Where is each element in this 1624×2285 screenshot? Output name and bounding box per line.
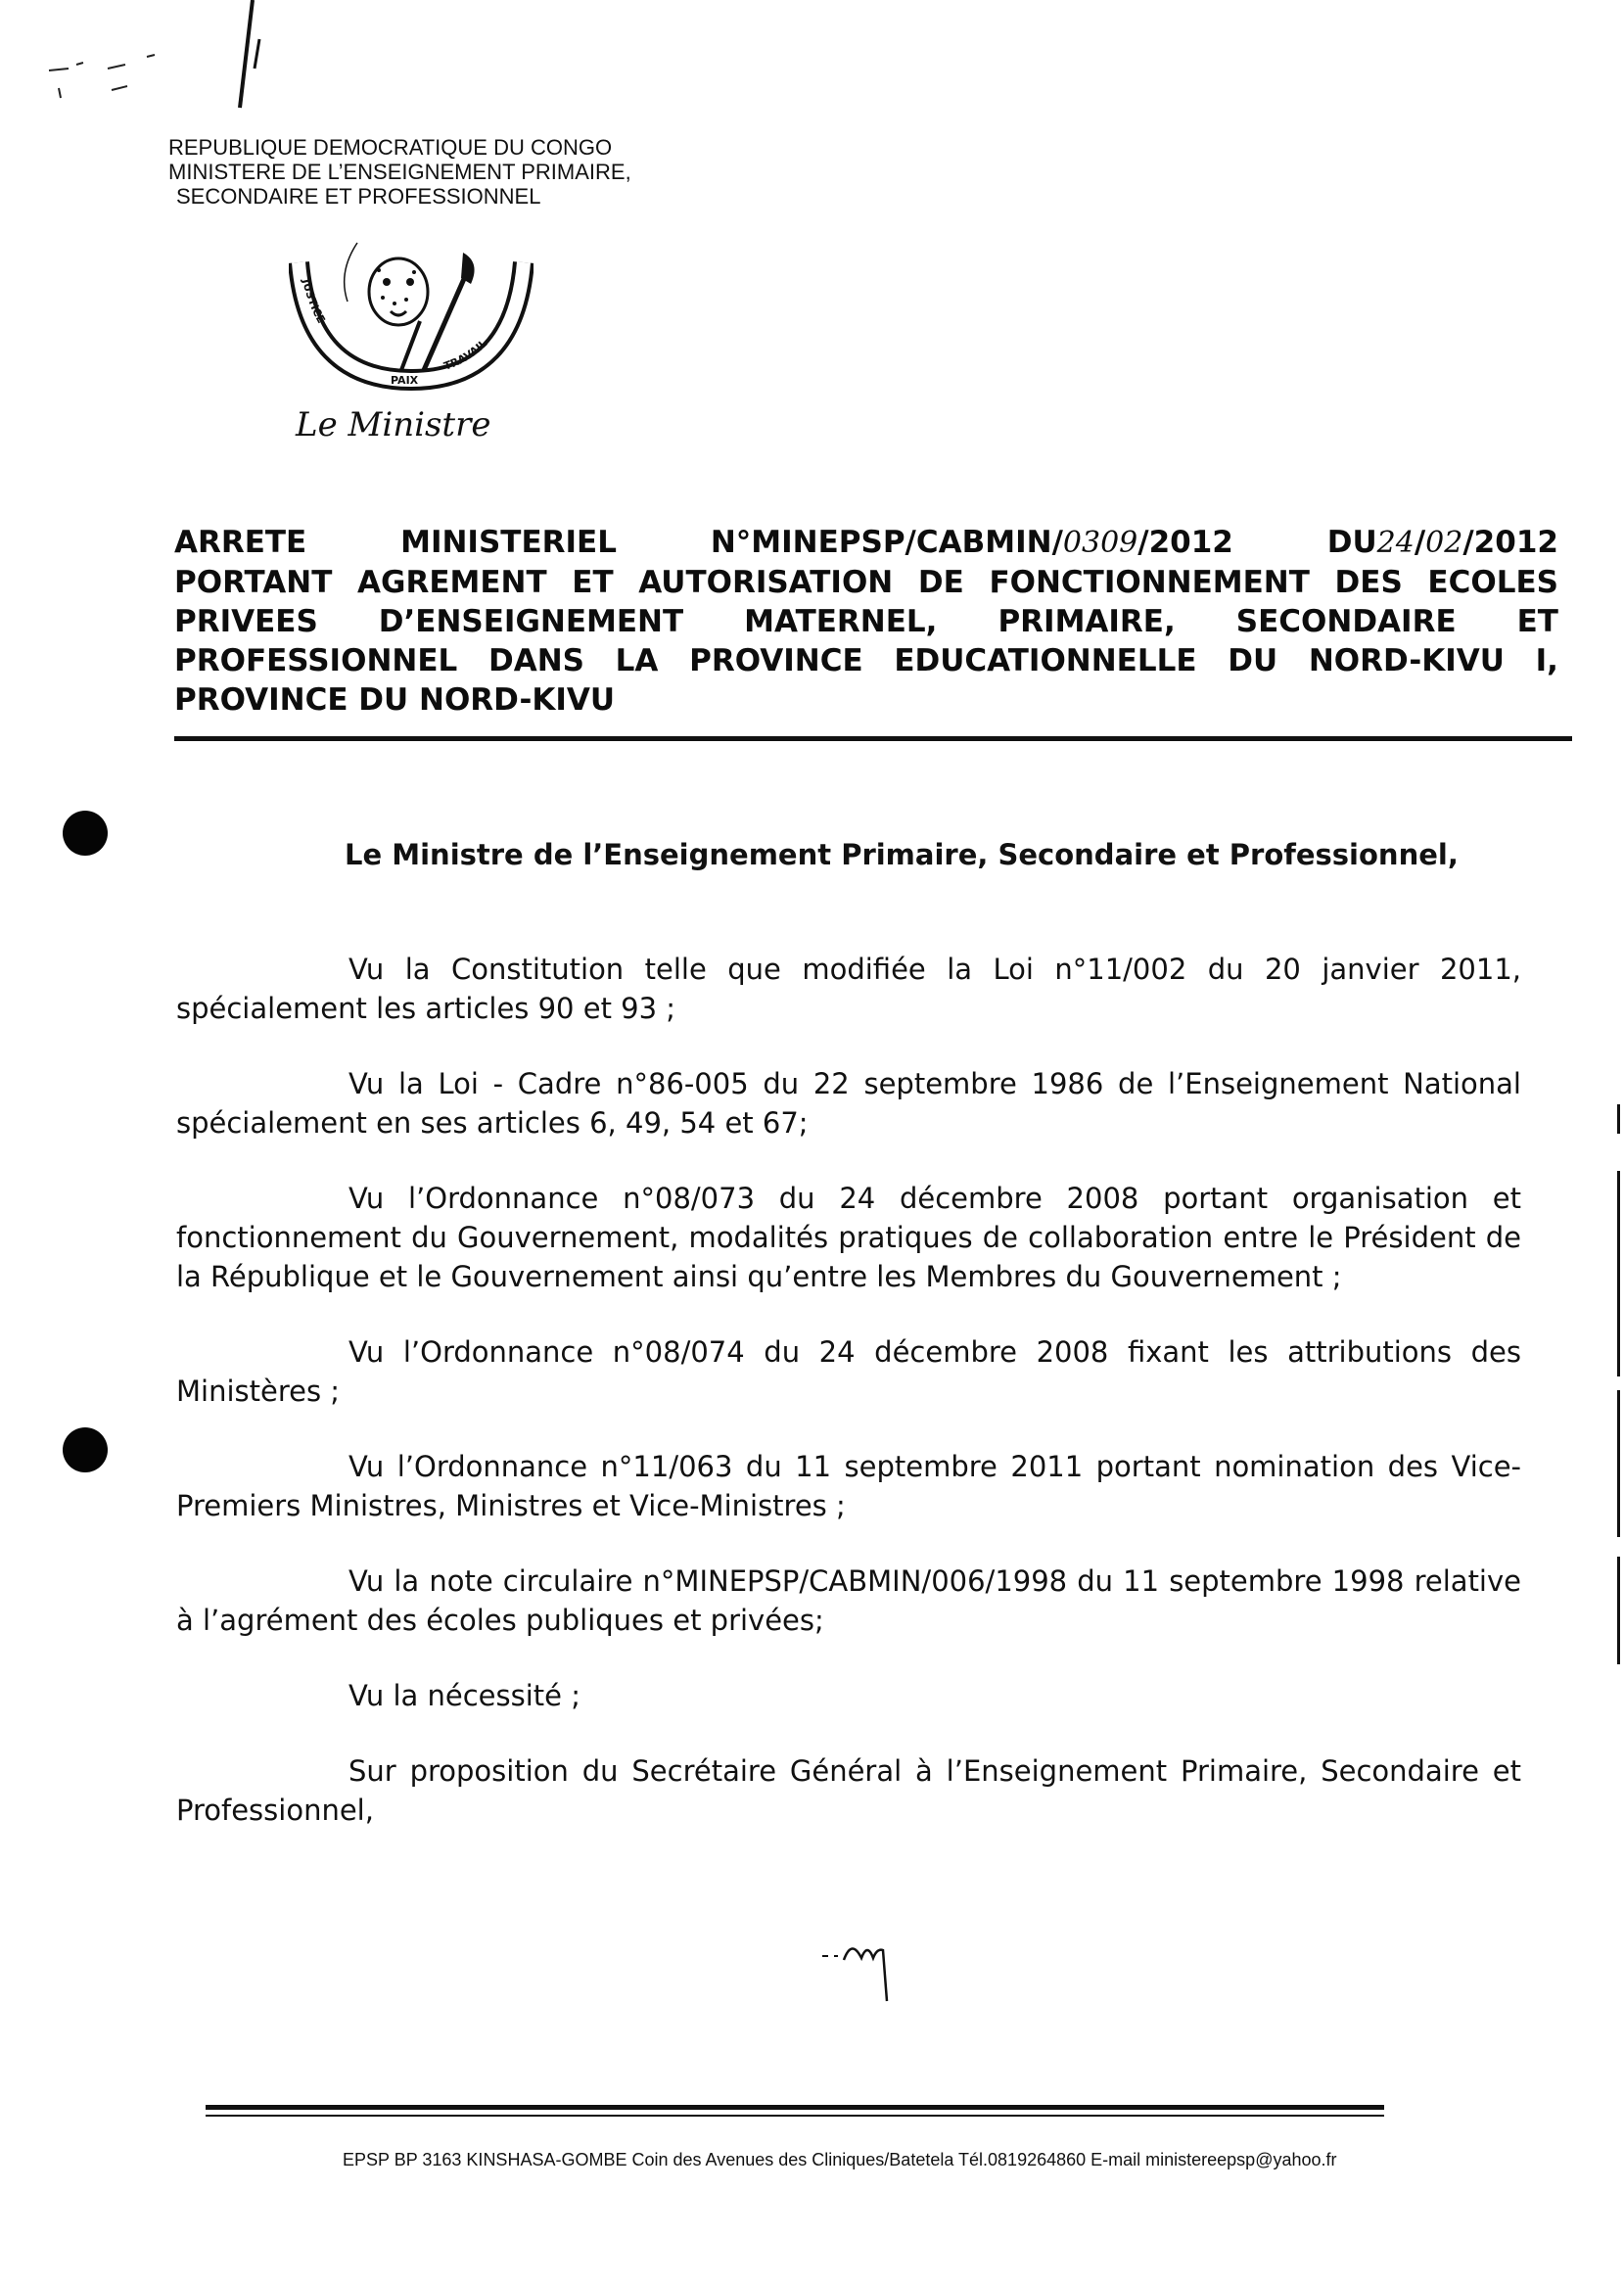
title-word: DE (917, 565, 964, 600)
reference-suffix: /2012 (1137, 525, 1233, 560)
title-word: DU (1228, 643, 1278, 678)
reference-number-handwritten: 0309 (1062, 526, 1138, 560)
title-word: NORD-KIVU (1308, 643, 1505, 678)
title-word: PRIVEES (174, 604, 318, 639)
signatory-title: Le Ministre (296, 405, 491, 444)
preamble-paragraph: Vu l’Ordonnance n°08/073 du 24 décembre 2008 portant organisation et fonctionnement du Gouvernement, modalités pratiques de collaboration entre le Président de la République et le Gouvernement ainsi qu’entre les Membres du Gouvernement ; (176, 1182, 1521, 1293)
title-word: DES (1334, 565, 1403, 600)
preamble-paragraph: Sur proposition du Secrétaire Général à l’Enseignement Primaire, Secondaire et Professionnel, (176, 1754, 1521, 1827)
coat-of-arms-emblem (289, 233, 534, 399)
scan-edge-mark (1617, 1104, 1620, 1134)
footer-divider-thin (206, 2115, 1384, 2117)
title-word: PROVINCE (689, 643, 863, 678)
title-word: I, (1535, 643, 1558, 678)
title-word: PROFESSIONNEL (174, 643, 458, 678)
ministry-contact-footer: EPSP BP 3163 KINSHASA-GOMBE Coin des Avenues des Cliniques/Batetela Tél.0819264860 E-mail ministereepsp@yahoo.fr (343, 2150, 1337, 2169)
title-divider (174, 736, 1572, 741)
decree-preamble (176, 950, 1521, 1866)
title-row-5: PROVINCE DU NORD-KIVU (174, 682, 616, 718)
title-word: PORTANT (174, 565, 333, 600)
title-word: MINISTERIEL (400, 525, 617, 560)
title-row-1 (174, 523, 1558, 563)
date-prefix: DU (1326, 525, 1377, 560)
footer-divider (206, 2105, 1384, 2110)
punch-hole (63, 1427, 108, 1472)
reference-prefix: N°MINEPSP/CABMIN/ (710, 525, 1063, 560)
preamble-paragraph: Vu la note circulaire n°MINEPSP/CABMIN/006/1998 du 11 septembre 1998 relative à l’agrément des écoles publiques et privées; (176, 1564, 1521, 1637)
title-word: ECOLES (1427, 565, 1558, 600)
title-row-4 (174, 641, 1558, 680)
title-word: ARRETE (174, 525, 307, 560)
title-row-3 (174, 602, 1558, 641)
title-word: AGREMENT (357, 565, 547, 600)
scan-edge-mark (1617, 1171, 1620, 1376)
date-month-handwritten: 02 (1425, 526, 1463, 560)
scan-marks (39, 0, 313, 137)
date-separator: / (1414, 525, 1426, 560)
title-word: ET (572, 565, 614, 600)
scan-edge-mark (1617, 1557, 1620, 1664)
ministry-name: MINISTERE DE L’ENSEIGNEMENT PRIMAIRE, (168, 160, 631, 184)
punch-hole (63, 811, 108, 856)
title-word: LA (615, 643, 659, 678)
preamble-paragraph: Vu la Loi - Cadre n°86-005 du 22 septembre 1986 de l’Enseignement National spécialement en ses articles 6, 49, 54 et 67; (176, 1067, 1521, 1140)
preamble-paragraph: Vu l’Ordonnance n°08/074 du 24 décembre 2008 fixant les attributions des Ministères ; (176, 1335, 1521, 1408)
title-word: AUTORISATION (638, 565, 894, 600)
ministry-name-continued: SECONDAIRE ET PROFESSIONNEL (176, 184, 541, 209)
preamble-paragraph: Vu la Constitution telle que modifiée la Loi n°11/002 du 20 janvier 2011, spécialement les articles 90 et 93 ; (176, 953, 1521, 1025)
title-word: DANS (487, 643, 584, 678)
date-year: /2012 (1462, 525, 1558, 560)
republic-name: REPUBLIQUE DEMOCRATIQUE DU CONGO (168, 135, 613, 160)
letterhead (168, 135, 756, 209)
title-row-2 (174, 563, 1558, 602)
issuing-minister-heading: Le Ministre de l’Enseignement Primaire, Secondaire et Professionnel, (345, 838, 1459, 871)
title-word: PRIMAIRE, (998, 604, 1176, 639)
title-word: SECONDAIRE (1235, 604, 1457, 639)
decree-title (174, 523, 1558, 720)
title-word: D’ENSEIGNEMENT (378, 604, 684, 639)
title-word: ET (1516, 604, 1558, 639)
title-word: MATERNEL, (744, 604, 938, 639)
handwritten-initials (818, 1929, 906, 2007)
preamble-paragraph: Vu l’Ordonnance n°11/063 du 11 septembre 2011 portant nomination des Vice-Premiers Ministres, Ministres et Vice-Ministres ; (176, 1450, 1521, 1522)
preamble-paragraph: Vu la nécessité ; (348, 1679, 580, 1712)
decree-date (1327, 523, 1558, 563)
emblem-word-justice: JUSTICE (300, 277, 328, 326)
emblem-word-travail: TRAVAIL (441, 337, 490, 373)
title-word: EDUCATIONNELLE (894, 643, 1197, 678)
emblem-word-paix: PAIX (391, 374, 419, 387)
title-word: FONCTIONNEMENT (989, 565, 1310, 600)
scan-edge-mark (1617, 1390, 1620, 1537)
date-day-handwritten: 24 (1376, 526, 1415, 560)
decree-reference (711, 523, 1233, 563)
